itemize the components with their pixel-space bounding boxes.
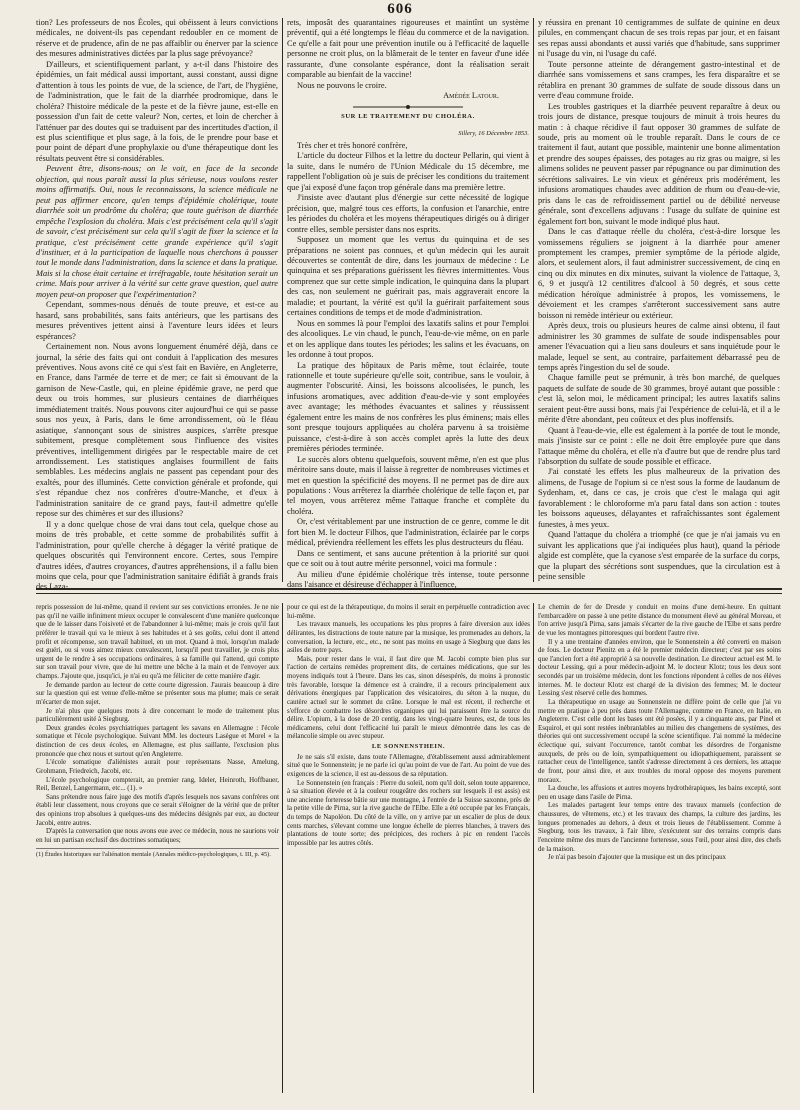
paragraph: Nous en sommes là pour l'emploi des laxatifs salins et pour l'emploi des alcooliques. Le vin chaud, le punch, l'eau-de-vie même, on en parle et on les applique dans toutes les périodes; les salins et les évacuans, on les ordonne à tout propos.	[287, 318, 529, 360]
paragraph: Or, c'est véritablement par une instruction de ce genre, comme le dit fort bien M. le docteur Filhos, que l'administration, éclairée par le corps médical, préviendra réellement les effets les plus destructeurs du fléau.	[287, 517, 529, 548]
paragraph: Le Sonnenstein (en français : Pierre du soleil, nom qu'il doit, selon toute apparence, à sa situation élevée et à la couleur rougeâtre des rochers sur lesquels il est assis) est une ancienne forteresse bâtie sur une montagne, à l'entrée de la Suisse saxonne, près de la petite ville de Pirna, sur la rive gauche de l'Elbe. Elle a été occupée par les Français, du temps de Napoléon. Du côté de la ville, on y arrive par un escalier de plus de deux cents marches, s'élevant comme une longue échelle de pierres blanches, à travers des plantations de toute sorte; des précipices, des rochers à pic en rendent l'accès impossible par les autres côtés.	[287, 778, 530, 847]
bottom-column-1	[36, 603, 279, 1093]
paragraph: Il y a donc quelque chose de vrai dans tout cela, quelque chose au moins de très probable, et cette somme de probabilités suffit à l'administration, pour qu'elle cherche à dégager la vérité pratique de quelques obscurités qui l'environnent encore. Certes, sous l'empire d'autres idées, d'autres croyances, d'autres appréhensions, il a fallu bien moins que cela, pour que l'administration sanitaire édifiât à grands frais des Laza-	[36, 519, 278, 592]
paragraph: D'après la conversation que nous avons eue avec ce médecin, nous ne saurions voir en lui un partisan exclusif des doctrines somatiques;	[36, 827, 279, 844]
paragraph: La pratique des hôpitaux de Paris même, tout éclairée, toute rationnelle et toute supérieure qu'elle soit, contribue, sans le vouloir, à augmenter l'obscurité. Ainsi, les boissons alcoolisées, le punch, les infusions aromatiques, avec addition d'eau-de-vie y sont employées avec avantage; les méthodes évacuantes et salines y réussissent également entre les mains de nos confrères les plus éminens; mais elles sont presque toujours appliquées au choléra parvenu à sa troisième puissance, c'est-à-dire à son accès complet après la lutte des deux premières périodes terminée.	[287, 360, 529, 454]
column-rule-2	[533, 18, 534, 582]
paragraph: Cependant, sommes-nous dénués de toute preuve, et est-ce au hasard, sans probabilités, sans faits antérieurs, que les partisans des mesures préventives jettent ainsi à l'aventure leurs idées et leurs espérances?	[36, 300, 278, 341]
paragraph: Les travaux manuels, les occupations les plus propres à faire diversion aux idées délirantes, les distractions de toute nature par la musique, les promenades au dehors, la conversation, la lecture, etc., etc., ne sont pas moins en usage à Siegburg que dans les asiles de notre pays.	[287, 620, 530, 655]
top-column-3	[538, 18, 780, 583]
paragraph: Toute personne atteinte de dérangement gastro-intestinal et de diarrhée sans vomissemens et sans crampes, les fera disparaître et se rétablira en prenant 30 grammes de sulfate de soude dissous dans un verre d'eau commune froide.	[538, 59, 780, 101]
paragraph: Je n'ai pas besoin d'ajouter que la musique est un des principaux	[548, 853, 727, 862]
paragraph: L'école psychologique compterait, au premier rang, Ideler, Heinroth, Hoffbauer, Reil, Benzel, Langermann, etc... (1). »	[36, 775, 279, 793]
page-number: 606	[387, 1, 413, 17]
paragraph: Dans le cas d'attaque réelle du choléra, c'est-à-dire lorsque les vomissemens réguliers se joignent à la diarrhée pour amener promptement les crampes, premier symptôme de la période algide, alors, et seulement alors, il faut administrer successivement, de cinq en cinq ou dix minutes en dix minutes, suivant la violence de l'attaque, 3, 6, 9 et jusqu'à 12 centilitres d'alcool à 50 degrés, et sous cette médication héroïque administrée à propos, les vomissemens, le dévoiement et les crampes s'arrêteront successivement sans autre boisson ni remède intérieur ou extérieur.	[538, 227, 780, 320]
section-divider-thin	[36, 593, 782, 594]
paragraph: Certainement non. Nous avons longuement énuméré déjà, dans ce journal, la série des faits qui ont conduit à l'application des mesures préventives. Nous avons cité ce qui s'est fait en Bavière, en Angleterre, en France, dans l'armée de terre et de mer; ce fait si émouvant de la garnison de New-Castle, qui, en pleine épidémie grave, ne perd que deux ou trois hommes, sur plusieurs centaines de diarrhéiques immédiatement traités. Nous pouvons citer aujourd'hui ce qui se passe sous nos yeux, à Paris, dans le 6me arrondissement, où le fléau asiatique, s'annonçant sous de sinistres auspices, s'arrête presque subitement, presque complètement sous l'influence des visites préventives, intelligemment dirigées par le respectable maire de cet arrondissement. Les statistiques anglaises fourmillent de faits semblables. Les médecins anglais ne passent pas cependant pour des exaltés, pour des illuminés. Cette conviction générale et profonde, qui s'est répandue chez nos confrères d'outre-Manche, et d'eux à l'administration sanitaire de ce grand pays, faut-il admettre qu'elle repose sur des chimères et sur des illusions?	[36, 342, 278, 519]
column-rule-4	[533, 603, 534, 1093]
paragraph: J'insiste avec d'autant plus d'énergie sur cette nécessité de logique précision, que, malgré tous ces efforts, la confusion et l'anarchie, entre les périodes du choléra et les moyens thérapeutiques dirigés ou à diriger contre elles, semble persister dans nos esprits.	[287, 193, 529, 234]
paragraph: Très cher et très honoré confrère,	[297, 141, 408, 151]
paragraph: tion? Les professeurs de nos Écoles, qui obéissent à leurs convictions médicales, ne doivent-ils pas cependant redoubler en ce moment de réserve et de prudence, afin de ne pas affaiblir ou énerver par la science des mesures administratives dictées par la plus sage prévoyance?	[36, 18, 278, 59]
paragraph: Nous ne pouvons le croire.	[297, 80, 387, 90]
top-column-1	[36, 18, 278, 592]
footnote: (1) Études historiques sur l'aliénation mentale (Annales médico-psychologiques, t. III, p. 45).	[36, 848, 279, 860]
paragraph: L'école somatique d'aliénistes aurait pour représentans Nasse, Amelung, Grohmann, Friedreich, Jacobi, etc.	[36, 758, 279, 775]
bottom-column-2	[287, 603, 530, 1093]
paragraph: Peuvent être, disons-nous; on le voit, en face de la seconde objection, qui nous paraît aussi la plus sérieuse, nous voulons rester moins affirmatifs. Oui, nous le reconnaissons, la science médicale ne peut pas affirmer encore, qu'en temps d'épidémie cholérique, toute diarrhée soit un prodrôme du choléra; que toute guérison de diarrhée empêche l'explosion du choléra. Mais c'est précisément cela qu'il s'agit de savoir, c'est précisément sur cela qu'il s'agit de fixer la science et la pratique, c'est précisément cette grande expérience qu'il s'agit d'instituer, et à la participation de laquelle nous cherchons à pousser tout le monde dans l'administration, dans la science et dans la pratique. Mais si la chose était certaine et irréfragable, toute hésitation serait un crime. Mais pour arriver à la vérité sur cette grave question, quel autre moyen peut-on proposer que l'expérimentation?	[36, 164, 278, 299]
paragraph: Quant à l'eau-de-vie, elle est également à la portée de tout le monde, mais j'insiste sur ce point : elle ne doit être employée pure que dans l'attaque même du choléra, et elle n'a d'autre but que de rendre plus tard l'absorption du sulfate de soude possible et efficace.	[538, 425, 780, 467]
paragraph: Je ne sais s'il existe, dans toute l'Allemagne, d'établissement aussi admirablement situé que le Sonnenstein; je ne parle ici qu'au point de vue de l'art. Au point de vue des exigences de la science, il est au-dessous de sa réputation.	[287, 752, 530, 778]
paragraph: Dans ce sentiment, et sans aucune prétention à la priorité sur quoi que ce soit ou à tout autre mérite personnel, voici ma formule :	[287, 548, 529, 569]
paragraph: Les troubles gastriques et la diarrhée peuvent reparaître à deux ou trois jours de distance, presque toujours de minuit à trois heures du matin : à chaque récidive il faut opposer 30 grammes de sulfate de soude, pris au moment où le trouble reparaît. Dans le cours de ce traitement il faut, autant que possible, maintenir une bonne alimentation et prendre des soupes épaisses, des potages au riz gras ou maigre, si les alimens solides ne peuvent passer par répugnance ou par diminution des sécrétions salivaires. Le vin vieux et généreux pris modérément, les infusions aromatiques chaudes avec addition de rhum ou d'eau-de-vie, pris dans le cas de refroidissement partiel ou de débilité nerveuse générale, sont d'excellens adjuvans : l'usage du sulfate de quinine est également fort bon, suivant le mode indiqué plus haut.	[538, 101, 780, 226]
paragraph: pour ce qui est de la thérapeutique, du moins il serait en perpétuelle contradiction avec lui-même.	[287, 603, 530, 620]
section-heading: LE SONNENSTHEIN.	[371, 743, 446, 750]
paragraph: D'ailleurs, et scientifiquement parlant, y a-t-il dans l'histoire des épidémies, un fait médical aussi important, aussi constant, aussi digne d'attention à tous les points de vue, de la science, de l'art, de l'hygiène, de l'administration, que le fait de la diarrhée prodromique, dans le choléra? l'histoire médicale de la peste et de la fièvre jaune, est-elle en possession d'un fait de cette valeur? Non, certes, et loin de chercher à l'atténuer par des doutes qui se traduisent par des incertitudes d'action, il est plus scientifique et plus sage, à la fois, de le prendre pour base et pour point de départ d'une prophylaxie ou d'une thérapeutique dont les résultats peuvent être si considérables.	[36, 59, 278, 163]
paragraph: Quand l'attaque du choléra a triomphé (ce que je n'ai jamais vu en suivant les applications que j'ai indiquées plus haut), quand la période algide est complète, que la cyanose s'est emparée de la surface du corps, que la plupart des sécrétions sont suspendues, que la circulation est à peine sensible	[538, 530, 780, 582]
dateline: Sillery, 16 Décembre 1853.	[458, 129, 529, 137]
paragraph: Les malades partagent leur temps entre des travaux manuels (confection de chaussures, de vêtemens, etc.) et les travaux des champs, la culture des jardins, les longues promenades au dehors, à deux et trois lieues de l'établissement. Comme à Siegburg, tous les travaux, à l'air libre, s'exécutent sur des terrains compris dans l'enceinte même des murs de l'ancienne forteresse, sous l'œil, pour ainsi dire, des chefs de la maison.	[538, 801, 781, 853]
column-rule-3	[282, 603, 283, 1093]
bottom-column-3	[538, 603, 781, 1093]
paragraph: La douche, les affusions et autres moyens hydrothérapiques, les bains excepté, sont peu en usage dans l'asile de Pirna.	[538, 784, 781, 801]
paragraph: y réussira en prenant 10 centigrammes de sulfate de quinine en deux pilules, en commençant chacun de ses trois repas par jour, et en faisant ses repas aussi abondants et aussi variés que d'habitude, sans supprimer ni l'usage du vin, ni l'usage du café.	[538, 18, 780, 59]
author-signature: Amédée Latour.	[443, 91, 499, 101]
paragraph: Après deux, trois ou plusieurs heures de calme ainsi obtenu, il faut administrer les 30 grammes de sulfate de soude indispensables pour amener l'évacuation qui a lieu sans douleurs et sans inquiétude pour le malade, lequel se sent, au contraire, parfaitement débarrassé peu de temps après l'ingestion du sel de soude.	[538, 321, 780, 372]
paragraph: Le succès alors obtenu quelquefois, souvent même, n'en est que plus méritoire sans doute, mais il laisse à regretter de nombreuses victimes et met en question la spécificité des moyens. Il ne permet pas de dire aux populations : Vous arrêterez la diarrhée cholérique de telle façon et, par tel moyen, vous arrêterez même l'attaque franche et complète du choléra.	[287, 454, 529, 516]
paragraph: Je n'ai plus que quelques mots à dire concernant le mode de traitement plus particulièrement usité à Siegburg.	[36, 706, 279, 724]
paragraph: Au milieu d'une épidémie cholérique très intense, toute personne dans l'aisance et désireuse d'échapper à l'influence,	[287, 569, 529, 590]
paragraph: Le chemin de fer de Dresde y conduit en moins d'une demi-heure. En quittant l'embarcadère on passe à une petite distance du monument élevé au général Moreau, et l'on arrive jusqu'à Pirna, sans jamais s'écarter de la rive gauche de l'Elbe et sans perdre de vue les montagnes pittoresques qui bordent l'autre rive.	[538, 603, 781, 637]
paragraph: L'article du docteur Filhos et la lettre du docteur Pellarin, qui vient à la suite, dans le numéro de l'Union Médicale du 15 décembre, me rappellent l'obligation où je suis de préciser les conditions du traitement que j'ai exposé d'une façon trop générale dans ma première lettre.	[287, 151, 529, 192]
paragraph: Supposez un moment que les vertus du quinquina et de ses préparations ne soient pas connues, et qu'un médecin qui les aurait découvertes se contentât de dire, dans les journaux de médecine : Le quinquina et ses préparations guérissent les fièvres intermittentes. Vous comprenez que sur cette simple indication, le quinquina dans la plupart des cas, non seulement ne guérirait pas, mais aggraverait encore la maladie; et pourtant, la vérité est qu'il la guérirait parfaitement sous certaines conditions de temps et de mode d'administration.	[287, 235, 529, 318]
paragraph: La thérapeutique en usage au Sonnenstein ne diffère point de celle que j'ai vu mettre en pratique à peu près dans toute l'Allemagne, comme en France, en Italie, en Angleterre. C'est celle dont les bases ont été posées, il y a cinquante ans, par Pinel et Esquirol, et qui sont restées inébranlables au milieu des changemens de systèmes, des théories qui ont successivement occupé la scène scientifique. J'ai nommé la médecine éclectique qui, suivant l'occurrence, tantôt combat les désordres de l'organisme auxquels, de près ou de loin, sympathiquement ou idiopathiquement, paraissent se rattacher ceux de l'intelligence, tantôt s'adresse directement à ces derniers, les attaque de front, pour ainsi dire, et aux troubles du moral oppose des moyens purement moraux.	[538, 697, 781, 784]
paragraph: repris possession de lui-même, quand il revient sur ses convictions erronées. Je ne nie pas qu'il ne vaille infiniment mieux occuper le convalescent d'une manière quelconque que de le laisser dans l'oisiveté et de l'abandonner à lui-même; mais je crois qu'il faut préférer le travail qui va le mieux à ses habitudes et à ses goûts, celui dont il attend profit et récompense, son travail habituel, en un mot. Quand à moi, lorsqu'un malade est guéri, ou si vous aimez mieux convalescent, lorsqu'il peut travailler, je crois plus urgent de le rendre à ses occupations ordinaires, à sa famille qui l'attend, qui compte sur son travail pour vivre, que de lui mettre une bêche à la main et de l'envoyer aux champs. J'ajoute que, jusqu'ici, je n'ai eu qu'à me féliciter de cette manière d'agir.	[36, 603, 279, 680]
column-rule-1	[282, 18, 283, 582]
paragraph: Sans prétendre nous faire juge des motifs d'après lesquels nos savans confrères ont établi leur classement, nous croyons que ce serait s'éloigner de la vérité que de prêter des opinions trop absolues à quelques-uns des médecins désignés par eux, au docteur Jacobi, entre autres.	[36, 792, 279, 827]
paragraph: rets, imposât des quarantaines rigoureuses et maintînt un système préventif, qui a été longtemps le fléau du commerce et de la navigation. Ce qu'elle a fait pour une prévention inutile ou à l'efficacité de laquelle personne ne croit plus, on la blâmerait de le tenter en faveur d'une idée rassurante, d'une consolante espérance, dont la réalisation serait comparable au bienfait de la vaccine!	[287, 18, 529, 80]
paragraph: Deux grandes écoles psychiatriques partagent les savans en Allemagne : l'école somatique et l'école psychologique. Suivant MM. les docteurs Lasègue et Morel « la distinction de ces deux écoles, en Allemagne, est plus saillante, l'exclusion plus prononcée que chez nous et surtout qu'en Angleterre.	[36, 723, 279, 758]
paragraph: Chaque famille peut se prémunir, à très bon marché, de quelques paquets de sulfate de soude de 30 grammes, broyé autant que possible : c'est là, selon moi, le médicament principal; les autres laxatifs salins seraient peut-être aussi bons, mais j'ai l'expérience de celui-là, et il a le mérite d'être abondant, peu coûteux et des plus inoffensifs.	[538, 373, 780, 425]
ornament-rule	[353, 104, 463, 110]
paragraph: Je demande pardon au lecteur de cette courte digression. J'aurais beaucoup à dire sur la question qui est venue d'elle-même se présenter sous ma plume; mais ce serait m'écarter de mon sujet.	[36, 680, 279, 706]
article-heading: SUR LE TRAITEMENT DU CHOLÉRA.	[341, 112, 475, 120]
top-column-2	[287, 18, 529, 590]
paragraph: J'ai constaté les effets les plus malheureux de la privation des alimens, de l'usage de l'opium si ce n'est sous la forme de laudanum de Sydenham, et, dans ce cas, je crois que c'est le malaga qui agit favorablement : le chloroforme m'a paru fatal dans son action : toutes les boissons aqueuses, délayantes et rafraîchissantes sont également funestes, à mes yeux.	[538, 467, 780, 529]
paragraph: Il y a une trentaine d'années environ, que le Sonnenstein a été converti en maison de fous. Le docteur Pienitz en a été le premier médecin directeur; c'est par ses soins que l'ancien fort a été approprié à sa nouvelle destination. Le directeur actuel est M. le docteur Lessing, qui a pour médecin-adjoint M. le docteur Klotz; tous les deux sont secondés par un troisième médecin, dont les fonctions répondent à celles de nos élèves internes. M. le docteur Klotz est chargé de la division des femmes; M. le docteur Lessing s'est réservé celle des hommes.	[538, 637, 781, 698]
paragraph: Mais, pour rester dans le vrai, il faut dire que M. Jacobi compte bien plus sur l'action de certains remèdes proprement dits, de certaines médications, que sur les moyens indiqués tout à l'heure. Dans les cas, sinon désespérés, du moins à pronostic très favorable, lorsque la démence est à craindre, il a recours principalement aux dérivations énergiques par l'application des vésicatoires, du séton à la nuque, du cautère actuel sur le sommet du crâne. Lorsque le mal est récent, il recherche et s'efforce de combattre les désordres organiques qui lui paraissent être la source du délire. L'opium, à la dose de 20 centig. dans les vingt-quatre heures, est, de tous les médicamens, celui dont l'efficacité lui paraît le mieux démontrée dans les cas de mélancolie simple ou avec stupeur.	[287, 654, 530, 741]
